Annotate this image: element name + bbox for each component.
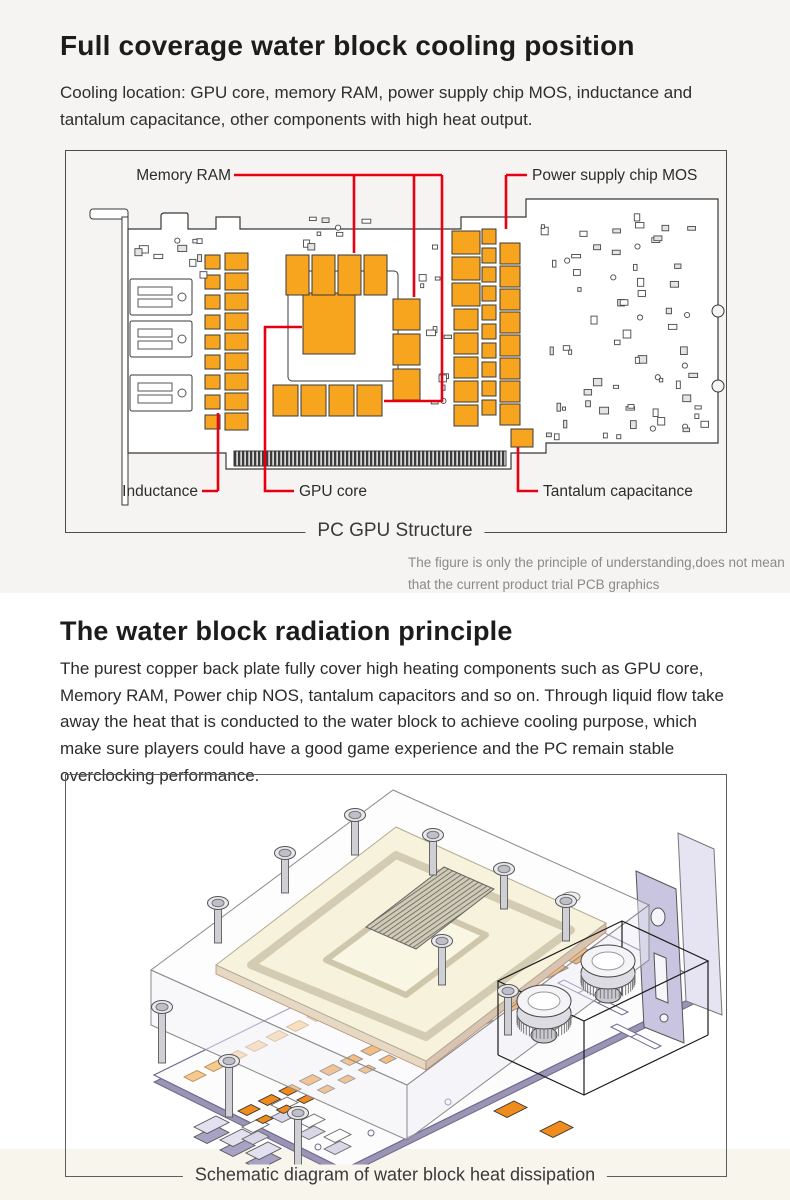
pcb-component [586,401,591,407]
screw-socket [223,1057,235,1065]
screw-socket [349,811,361,819]
pcb-component [634,214,639,221]
pcb-component [225,373,248,390]
pcb-component [684,312,689,317]
pcb-component [419,275,426,281]
pcb-component [444,335,451,338]
pcb-component [557,403,561,411]
pcb-component [659,378,662,382]
pcb-component [482,229,496,244]
pcb-component [600,407,609,414]
pcb-component [546,433,551,437]
pcb-component [565,258,570,263]
thermal-pad [540,1121,573,1138]
pcb-component [205,355,220,369]
board-notch [712,305,724,317]
pcb-component [225,393,248,410]
pcb-component [454,357,478,378]
pcb-component [637,315,642,320]
pcb-component [452,231,480,254]
disclaimer-line2: that the current product trial PCB graphics [408,576,660,592]
pcb-component [454,405,478,426]
pcb-component [541,225,544,229]
pcb-component [482,267,496,282]
water-block-diagram [66,775,726,1176]
pcb-component [670,281,678,287]
pcb-component [603,433,607,438]
pcb-component [178,335,186,343]
pcb-component [329,385,354,416]
pcb-component [584,390,592,395]
pcb-component [500,404,520,425]
pcb-component [613,385,618,388]
pcb-component [500,289,520,310]
pcb-component [335,225,340,230]
pcb-component [636,223,644,228]
pcb-component [482,381,496,396]
pcb-component [654,236,662,241]
board-notch [712,380,724,392]
pcb-component [482,248,496,263]
pcb-component [634,264,638,270]
pcb-component [337,232,343,236]
pcb-component [421,284,424,288]
pcb-component [554,434,559,440]
pcb-component [452,257,480,280]
pcb-component [482,286,496,301]
pcb-component [500,243,520,264]
bracket-hole-small [660,1014,668,1022]
screw-socket [560,897,572,905]
section1-title: Full coverage water block cooling position [60,30,635,61]
pcb-component [454,333,478,354]
label-power-mos: Power supply chip MOS [532,167,698,184]
water-block-figure [65,774,727,1177]
pcb-component [205,395,220,409]
pcb-component [578,288,581,292]
thermal-pad [494,1101,527,1118]
pcb-component [500,266,520,287]
pcb-component [138,329,172,337]
pcb-component [393,369,420,400]
screw-socket [427,831,439,839]
pcb-component [658,418,665,425]
pcb-component [572,255,581,258]
pcb-component [309,217,316,220]
pcb-component [683,428,689,432]
screw-socket [156,1003,168,1011]
pcb-component [500,312,520,333]
pcb-component [197,239,202,244]
screw-stem [159,1007,166,1063]
pcb-component [653,409,658,417]
label-gpu-core: GPU core [299,483,368,500]
pcb-component [225,293,248,310]
pcb-component [205,315,220,329]
pcb-component [695,406,701,409]
pcb-component [432,245,437,249]
pcb-component [193,239,197,243]
pcb-component [611,275,616,280]
pcb-component [617,435,621,439]
pcb-component [273,385,298,416]
pcb-component [623,330,631,338]
pcb-component [198,255,202,262]
section2-title: The water block radiation principle [60,616,513,646]
pci-bracket [122,217,128,505]
pcb-component [689,373,698,377]
pcb-component [683,395,691,402]
screw-socket [292,1109,304,1117]
section2-body: The purest copper back plate fully cover high heating components such as GPU core, Memory RAM, Power chip NOS, tantalum capacitors and so on. Through liquid flow take away the heat that is conducted to the water block to achieve cooling purpose, which make sure players could have a good game experience and the PC remain stable overclocking performance. [60,659,724,785]
pcb-component [635,357,639,363]
pcb-component [500,381,520,402]
pcb-component [138,299,172,307]
pcb-component [553,260,556,267]
pcb-component [435,277,440,280]
pcb-component [637,278,643,286]
pcb-component [650,426,655,431]
pcb-component [225,333,248,350]
fitting-bore [592,952,624,970]
pcb-component [138,395,172,403]
pcb-component [322,218,329,222]
pcb-component [178,245,187,251]
pcb-component [393,334,420,365]
bracket-slot [654,953,668,1003]
pcb-component [357,385,382,416]
pcb-component [594,245,601,250]
pcb-component [688,227,696,231]
pcb-component [362,219,371,223]
figure1-disclaimer [408,552,785,596]
pcb-component [612,250,620,254]
screw-socket [498,865,510,873]
gpu-core-die [303,293,355,354]
pcb-component [225,313,248,330]
pcb-component [225,273,248,290]
screw-stem [226,1061,233,1117]
pcb-component [550,347,553,355]
pcie-gold-fingers [234,451,506,466]
pcb-component [200,272,207,278]
pcb-component [190,259,196,266]
fitting-bore [528,992,560,1010]
pcb-component [628,405,634,409]
screw-socket [279,849,291,857]
pcb-component [620,300,628,306]
pcb-component [205,255,220,269]
pcb-component [308,244,315,250]
pcb-component [454,309,478,330]
pcb-component [563,346,569,351]
bracket-hole [651,908,665,926]
pcb-component [666,308,671,314]
figure1-caption: PC GPU Structure [305,520,484,542]
pcb-component [613,229,621,233]
pcb-component [364,255,387,295]
pcb-component [138,383,172,391]
pcb-component [393,299,420,330]
screw-socket [212,899,224,907]
pcb-component [511,429,533,447]
pcb-component [676,381,680,388]
pcb-component [482,362,496,377]
pcb-component [225,413,248,430]
pcb-component [482,400,496,415]
pcb-component [564,420,567,428]
label-memory-ram: Memory RAM [136,167,231,184]
pcb-component [175,238,180,243]
pcb-component [482,305,496,320]
pcb-component [205,295,220,309]
pcb-component [635,244,640,249]
pcb-component [638,290,645,296]
label-inductance: Inductance [122,483,198,500]
screw-stem [295,1113,302,1169]
pcb-component [615,340,620,344]
pcb-component [154,254,163,258]
pcb-component [135,249,142,256]
pcb-component [500,358,520,379]
figure2-caption: Schematic diagram of water block heat dissipation [183,1165,607,1186]
pcb-component [178,389,186,397]
section1-body: Cooling location: GPU core, memory RAM, power supply chip MOS, inductance and tantalum capacitance, other components with high heat output. [60,83,693,129]
pcb-component [675,264,681,268]
pcb-component [312,255,335,295]
pcb-component [681,347,688,355]
pcb-component [452,283,480,306]
pcb-component [482,324,496,339]
screw-socket [436,937,448,945]
pcb-component [338,255,361,295]
pcb-component [695,414,699,419]
pcb-component [454,381,478,402]
pcb-component [317,232,321,235]
pcb-component [500,335,520,356]
pcb-component [427,330,436,336]
pcb-component [662,225,669,230]
pcb-component [682,363,687,368]
disclaimer-line1: The figure is only the principle of understanding,does not mean [408,555,785,570]
pcb-component [668,324,676,329]
pcb-component [138,341,172,349]
pcb-component [591,316,597,324]
pcb-component [205,375,220,389]
pcb-structure-diagram [66,151,726,532]
pcb-component [205,335,220,349]
label-tantalum: Tantalum capacitance [543,483,693,500]
pcb-component [225,253,248,270]
pcb-component [286,255,309,295]
display-port-connectors [130,279,192,411]
pcb-component [482,343,496,358]
pcb-component [178,293,186,301]
pcb-component [593,378,601,385]
pcb-component [563,407,566,410]
pcb-component [573,270,580,276]
pcb-component [701,421,709,427]
pcb-component [631,421,637,429]
pcb-component [225,353,248,370]
pcb-structure-figure [65,150,727,533]
pcb-component [301,385,326,416]
pcb-component [138,287,172,295]
screw-socket [502,987,514,995]
pcb-component [580,231,587,236]
